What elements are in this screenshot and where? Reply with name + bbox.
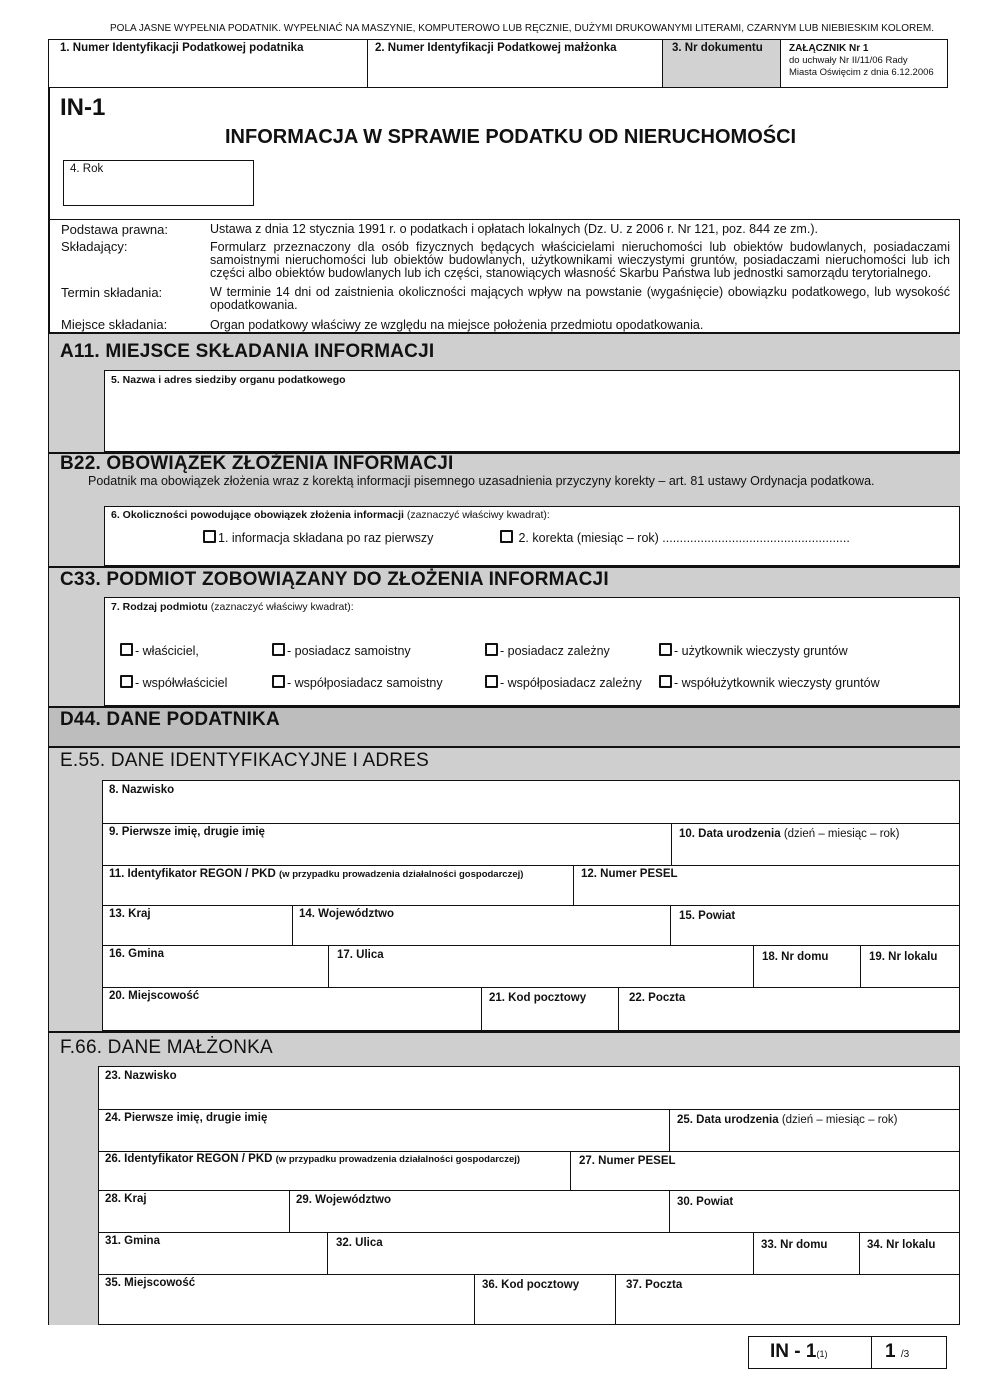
option-independent-holder[interactable] [272, 643, 411, 658]
field-label: 24. Pierwsze imię, drugie imię [105, 1112, 268, 1124]
checkbox[interactable] [120, 675, 133, 688]
field-label: 13. Kraj [109, 908, 151, 920]
option-label: 1. informacja składana po raz pierwszy [218, 531, 434, 545]
section-e-title: E.55. DANE IDENTYFIKACYJNE I ADRES [60, 750, 429, 771]
field-label [109, 868, 523, 880]
filer-text: Formularz przeznaczony dla osób fizycznych będących właścicielami nieruchomości lub obiektów budowlanych, posiadaczami samoistnymi nieruchomości lub obiektów budowlanych, użytkownikami wieczystymi gruntów, posiadaczami nieruchomości lub ich części albo obiektów budowlanych lub ich części, stanowiących własność Skarbu Państwa lub jednostki samorządu terytorialnego. [210, 240, 950, 280]
section-b-note: Podatnik ma obowiązek złożenia wraz z korektą informacji pisemnego uzasadnienia przyczyny korekty – art. 81 ustawy Ordynacja podatkowa. [88, 474, 875, 488]
section-c-title: C33. PODMIOT ZOBOWIĄZANY DO ZŁOŻENIA INFORMACJI [60, 569, 609, 590]
field-label: 37. Poczta [626, 1279, 683, 1291]
f7-norm: (zaznaczyć właściwy kwadrat): [210, 601, 354, 613]
field-label [679, 828, 900, 840]
option-perpetual-user[interactable] [659, 643, 848, 658]
option-label: - współużytkownik wieczysty gruntów [674, 676, 880, 690]
divider [48, 746, 960, 748]
f6-bold: 6. Okoliczności powodujące obowiązek złożenia informacji [111, 509, 404, 521]
checkbox[interactable] [500, 530, 513, 543]
footer-page-text: 1 [885, 1341, 896, 1362]
field-label: 22. Poczta [629, 992, 686, 1004]
field-label: 35. Miejscowość [105, 1277, 196, 1289]
option-co-independent-holder[interactable] [272, 675, 443, 690]
option-dependent-holder[interactable] [485, 643, 610, 658]
f10-bold: 10. Data urodzenia [679, 828, 781, 840]
f10-norm: (dzień – miesiąc – rok) [783, 828, 900, 840]
field-label [111, 601, 354, 613]
field-spouse-surname[interactable] [98, 1066, 960, 1110]
field-label: 32. Ulica [336, 1237, 383, 1249]
divider [48, 566, 960, 568]
place-text: Organ podatkowy właściwy ze względu na miejsce położenia przedmiotu opodatkowania. [210, 318, 704, 332]
divider [48, 1031, 960, 1033]
field-label: 4. Rok [70, 163, 104, 175]
field-label: 17. Ulica [337, 949, 384, 961]
checkbox[interactable] [272, 643, 285, 656]
deadline-label: Termin składania: [61, 285, 163, 300]
checkbox[interactable] [659, 643, 672, 656]
field-street[interactable] [328, 945, 754, 988]
field-label: 12. Numer PESEL [581, 868, 678, 880]
field-label: 29. Województwo [296, 1194, 391, 1206]
checkbox[interactable] [120, 643, 133, 656]
f6-norm: (zaznaczyć właściwy kwadrat): [406, 509, 550, 521]
f26-bold: 26. Identyfikator REGON / PKD [105, 1153, 273, 1165]
option-first-filing[interactable] [203, 530, 433, 545]
field-label [677, 1114, 898, 1126]
field-label: 1. Numer Identyfikacji Podatkowej podatnika [60, 42, 304, 54]
deadline-text: W terminie 14 dni od zaistnienia okoliczności mających wpływ na powstanie (wygaśnięcie) obowiązku podatkowego, lub wysokość opodatkowania. [210, 285, 950, 312]
field-label: 23. Nazwisko [105, 1070, 177, 1082]
field-label: 21. Kod pocztowy [489, 992, 587, 1004]
option-label: - użytkownik wieczysty gruntów [674, 644, 848, 658]
filer-label: Składający: [61, 239, 128, 254]
field-spouse-street[interactable] [327, 1232, 754, 1275]
field-surname[interactable] [102, 780, 960, 824]
field-label: 19. Nr lokalu [869, 951, 938, 963]
field-label: 15. Powiat [679, 910, 736, 922]
checkbox[interactable] [485, 643, 498, 656]
field-label: 27. Numer PESEL [579, 1155, 676, 1167]
field-label: 2. Numer Identyfikacji Podatkowej małżonka [375, 42, 617, 54]
place-label: Miejsce składania: [61, 317, 168, 332]
f7-bold: 7. Rodzaj podmiotu [111, 601, 208, 613]
field-label: 9. Pierwsze imię, drugie imię [109, 826, 265, 838]
option-label: - współposiadacz zależny [500, 676, 642, 690]
option-label: - posiadacz zależny [500, 644, 610, 658]
option-label: - współwłaściciel [135, 676, 228, 690]
top-instruction: POLA JASNE WYPEŁNIA PODATNIK. WYPEŁNIAĆ NA MASZYNIE, KOMPUTEROWO LUB RĘCZNIE, DUŻYMI DRUKOWANYMI LITERAMI, CZARNYM LUB NIEBIESKIM KOLOREM. [110, 23, 935, 34]
annex-line: Miasta Oświęcim z dnia 6.12.2006 [789, 67, 934, 78]
field-label: 36. Kod pocztowy [482, 1279, 580, 1291]
field-label: 20. Miejscowość [109, 990, 200, 1002]
divider [48, 706, 960, 708]
field-label: 8. Nazwisko [109, 784, 175, 796]
option-label: 2. korekta (miesiąc – rok) ...................................................... [518, 531, 850, 545]
checkbox[interactable] [485, 675, 498, 688]
section-b-title: B22. OBOWIĄZEK ZŁOŻENIA INFORMACJI [60, 453, 454, 474]
field-label: 14. Województwo [299, 908, 394, 920]
form-code: IN-1 [60, 94, 106, 121]
f11-bold: 11. Identyfikator REGON / PKD [109, 868, 276, 880]
field-label: 18. Nr domu [762, 951, 829, 963]
footer-page-of: /3 [900, 1349, 910, 1360]
annex-line: do uchwały Nr II/11/06 Rady [789, 55, 908, 66]
f25-norm: (dzień – miesiąc – rok) [781, 1114, 898, 1126]
field-label [111, 509, 550, 521]
option-label: - posiadacz samoistny [287, 644, 411, 658]
field-label: 31. Gmina [105, 1235, 160, 1247]
checkbox[interactable] [659, 675, 672, 688]
f26-small: (w przypadku prowadzenia działalności gospodarczej) [275, 1154, 521, 1165]
form-title: INFORMACJA W SPRAWIE PODATKU OD NIERUCHOMOŚCI [225, 126, 797, 148]
section-d-title: D44. DANE PODATNIKA [60, 709, 280, 730]
f25-bold: 25. Data urodzenia [677, 1114, 779, 1126]
legal-label: Podstawa prawna: [61, 222, 168, 237]
option-label: - właściciel, [135, 644, 199, 658]
option-correction[interactable] [500, 530, 850, 545]
option-owner[interactable] [120, 643, 199, 658]
field-label: 3. Nr dokumentu [672, 42, 763, 54]
footer-code-text: IN - 1 [770, 1341, 817, 1362]
option-label: - współposiadacz samoistny [287, 676, 443, 690]
legal-text: Ustawa z dnia 12 stycznia 1991 r. o podatkach i opłatach lokalnych (Dz. U. z 2006 r. Nr 121, poz. 844 ze zm.). [210, 222, 818, 236]
option-co-owner[interactable] [120, 675, 227, 690]
checkbox[interactable] [203, 530, 216, 543]
f11-small: (w przypadku prowadzenia działalności gospodarczej) [279, 869, 524, 880]
field-label: 30. Powiat [677, 1196, 734, 1208]
field-label: 5. Nazwa i adres siedziby organu podatkowego [111, 374, 346, 386]
annex-title: ZAŁĄCZNIK Nr 1 [789, 43, 869, 54]
checkbox[interactable] [272, 675, 285, 688]
field-label: 28. Kraj [105, 1193, 147, 1205]
option-co-dependent-holder[interactable] [485, 675, 642, 690]
field-label: 33. Nr domu [761, 1239, 828, 1251]
field-label [105, 1153, 520, 1165]
footer-code [770, 1341, 827, 1363]
option-co-perpetual-user[interactable] [659, 675, 880, 690]
footer-page [885, 1341, 909, 1363]
section-f-title: F.66. DANE MAŁŻONKA [60, 1037, 273, 1058]
footer-code-sub: (1) [816, 1349, 828, 1359]
section-a-title: A11. MIEJSCE SKŁADANIA INFORMACJI [60, 341, 435, 362]
field-label: 16. Gmina [109, 948, 164, 960]
field-label: 34. Nr lokalu [867, 1239, 936, 1251]
